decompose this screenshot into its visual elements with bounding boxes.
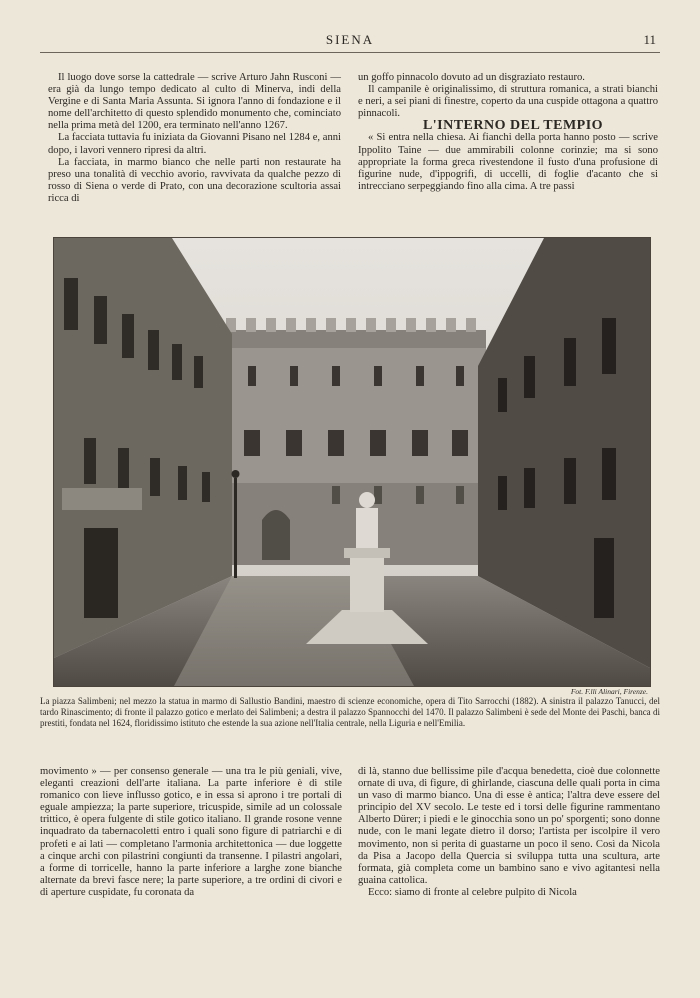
section-heading: L'INTERNO DEL TEMPIO: [422, 118, 604, 134]
left-column-top: [48, 72, 341, 205]
paragraph: « Si entra nella chiesa. Ai fianchi della porta hanno posto — scrive Ippolito Taine — due ammirabili colonne corinzie; ma si sono appropriate la forma greca rivestendone il fusto d'una profusione di figurine nude, d'ippogrifi, di uccelli, di foglie d'acanto che si intrecciano serpeggiando fino alla cima. A tre passi: [358, 132, 658, 192]
right-column-top: [358, 72, 658, 193]
left-column-bottom: [40, 766, 342, 899]
paragraph: di là, stanno due bellissime pile d'acqua benedetta, cioè due colonnette ornate di uva, di figure, di ghirlande, ciascuna delle quali porta in cima un vaso di marmo bianco. Una di esse è antica; l'altra deve essere del principio del XV secolo. Le teste ed i torsi delle figurine rammentano Alberto Dürer; i piedi e le ginocchia sono un po' sporgenti; sono donne nude, con le mani legate dietro il dorso; l'artista per iscolpire il vero movimento, non si perita di guastarne un poco il seno. Così da Nicola da Pisa a Jacopo della Quercia si sviluppa tutta una scultura, arte formata, già completa come un bambino sano e vivo agitantesi nella guaina cattolica.: [358, 766, 660, 886]
paragraph: La facciata tuttavia fu iniziata da Giovanni Pisano nel 1284 e, anni dopo, i lavori vennero ripresi da altri.: [48, 132, 341, 156]
photo-piazza-salimbeni: [53, 237, 651, 687]
paragraph: La facciata, in marmo bianco che nelle parti non restaurate ha preso una tonalità di vecchio avorio, ravvivata da qualche pezzo di rosso di Siena o verde di Prato, con una decorazione scultoria assai ricca di: [48, 156, 341, 204]
paragraph: un goffo pinnacolo dovuto ad un disgraziato restauro.: [358, 72, 585, 83]
running-header: [40, 32, 660, 53]
paragraph: movimento » — per consenso generale — una tra le più geniali, vive, eleganti creazioni dell'arte italiana. La parte inferiore è di stile romanico con lieve influsso gotico, e in essa si aprono i tre portali di eguale ampiezza; la parte superiore, tricuspide, simile ad un colossale trittico, è opera fulgente di stile gotico italiano. Il grande rosone venne inquadrato da tabernacoletti entro i quali sono figure di patriarchi e di profeti e ai lati — completano l'armonia architettonica — due loggette a cinque archi con pilastrini congiunti da transenne. I pilastri angolari, a forme di torricelle, hanno la parte inferiore a larghe zone bianche alternate da brevi fasce nere; la parte superiore, a tre ordini di civori e di aperture cuspidate, fu coronata da: [40, 766, 342, 898]
paragraph: Ecco: siamo di fronte al celebre pulpito di Nicola: [368, 886, 577, 898]
right-column-bottom: [358, 766, 660, 899]
page-number: 11: [643, 32, 656, 47]
photo-illustration: [54, 238, 650, 686]
paragraph: Il luogo dove sorse la cattedrale — scrive Arturo Jahn Rusconi — era già da lungo tempo dedicato al culto di Minerva, indi della Vergine e di Santa Maria Assunta. Si ignora l'anno di fondazione e il nome dell'architetto di questo splendido monumento che, cominciato nella prima metà del 1200, era terminato nell'anno 1267.: [48, 72, 341, 132]
running-title: SIENA: [325, 32, 375, 47]
photo-caption: La piazza Salimbeni; nel mezzo la statua in marmo di Sallustio Bandini, maestro di scienze economiche, opera di Tito Sarrocchi (1882). A sinistra il palazzo Tanucci, del tardo Rinascimento; di fronte il palazzo gotico e merlato dei Salimbeni; a destra il palazzo Spannocchi del 1470. Il palazzo Salimbeni è sede del Monte dei Paschi, banca di prestiti, fondata nel 1624, floridissimo istituto che estende la sua azione nell'Italia centrale, nella Liguria e nell'Emilia.: [40, 696, 660, 728]
paragraph: Il campanile è originalissimo, di struttura romanica, a strati bianchi e neri, a sei piani di finestre, coperto da una cuspide ottagona a quattro pinnacoli.: [358, 84, 658, 120]
photo-credit: Fot. F.lli Alinari, Firenze.: [570, 687, 648, 696]
